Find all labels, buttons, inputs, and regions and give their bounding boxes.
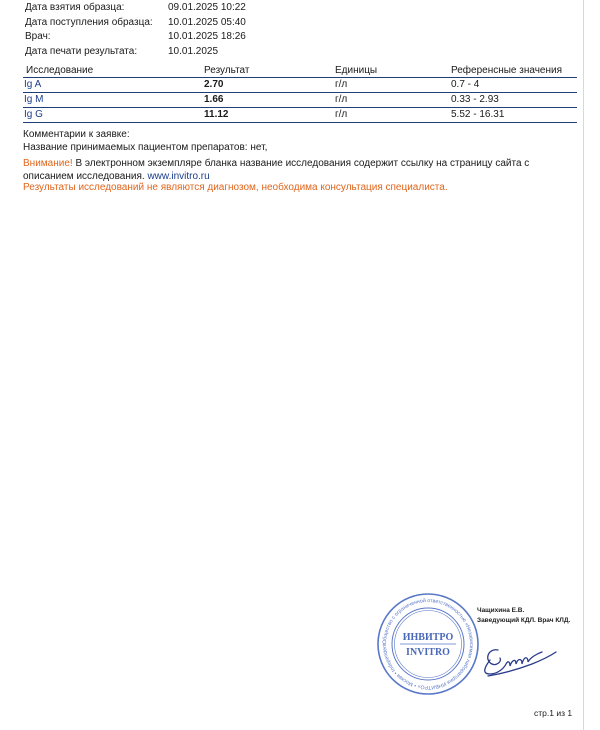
- notice-text: В электронном экземпляре бланка название исследования содержит ссылку на страницу сайта с описанием исследования.: [23, 158, 530, 182]
- meta-label: Дата взятия образца:: [25, 2, 125, 13]
- meta-label: Дата поступления образца:: [25, 16, 153, 28]
- notice-paragraph: [23, 157, 578, 183]
- signatory-name: Чащихина Е.В.: [477, 607, 525, 614]
- comments-text: Название принимаемых пациентом препаратов: нет,: [23, 142, 268, 153]
- meta-row: [25, 1, 246, 16]
- meta-label: Дата печати результата:: [25, 45, 138, 57]
- handwritten-signature-icon: [480, 630, 570, 680]
- meta-value: 10.01.2025 18:26: [168, 31, 246, 42]
- result-value: 2.70: [204, 78, 335, 93]
- results-table: [23, 64, 577, 123]
- header-unit: Единицы: [335, 64, 451, 78]
- reference-range: 0.33 - 2.93: [451, 93, 577, 108]
- signatory-position: Заведующий КДЛ. Врач КЛД.: [477, 617, 571, 624]
- reference-range: 0.7 - 4: [451, 78, 577, 93]
- signatory-block: [477, 606, 570, 626]
- table-row: [23, 108, 577, 123]
- table-row: [23, 78, 577, 93]
- comments-section: [23, 128, 267, 154]
- result-value: 11.12: [204, 108, 335, 123]
- test-name-link[interactable]: Ig M: [23, 93, 204, 108]
- invitro-link[interactable]: www.invitro.ru: [147, 171, 210, 182]
- meta-row: [25, 16, 246, 31]
- meta-row: [25, 30, 246, 45]
- page-number: стр.1 из 1: [534, 708, 573, 718]
- meta-value: 10.01.2025: [168, 45, 219, 57]
- meta-value: 10.01.2025 05:40: [168, 16, 246, 28]
- meta-row: [25, 45, 246, 60]
- lab-stamp-icon: [376, 592, 480, 696]
- table-row: [23, 93, 577, 108]
- sample-meta: [25, 1, 246, 59]
- unit: г/л: [335, 108, 451, 123]
- notice-prefix: Внимание!: [23, 158, 73, 169]
- unit: г/л: [335, 78, 451, 93]
- header-test: Исследование: [23, 64, 204, 78]
- table-header-row: [23, 64, 577, 78]
- meta-value: 09.01.2025 10:22: [168, 2, 246, 13]
- stamp-brand-en: INVITRO: [406, 647, 450, 658]
- comments-title: Комментарии к заявке:: [23, 129, 130, 140]
- header-result: Результат: [204, 64, 335, 78]
- result-value: 1.66: [204, 93, 335, 108]
- test-name-link[interactable]: Ig G: [23, 108, 204, 123]
- test-name-link[interactable]: Ig A: [23, 78, 204, 93]
- disclaimer-text: Результаты исследований не являются диагнозом, необходима консультация специалиста.: [23, 182, 448, 193]
- stamp-ring-text: Общество с ограниченной ответственностью «Независимая лаборатория ИНВИТРО» • Москва • Independent: [381, 597, 475, 691]
- meta-label: Врач:: [25, 31, 51, 42]
- stamp-brand-ru: ИНВИТРО: [402, 632, 454, 643]
- header-reference: Референсные значения: [451, 64, 577, 78]
- unit: г/л: [335, 93, 451, 108]
- reference-range: 5.52 - 16.31: [451, 108, 577, 123]
